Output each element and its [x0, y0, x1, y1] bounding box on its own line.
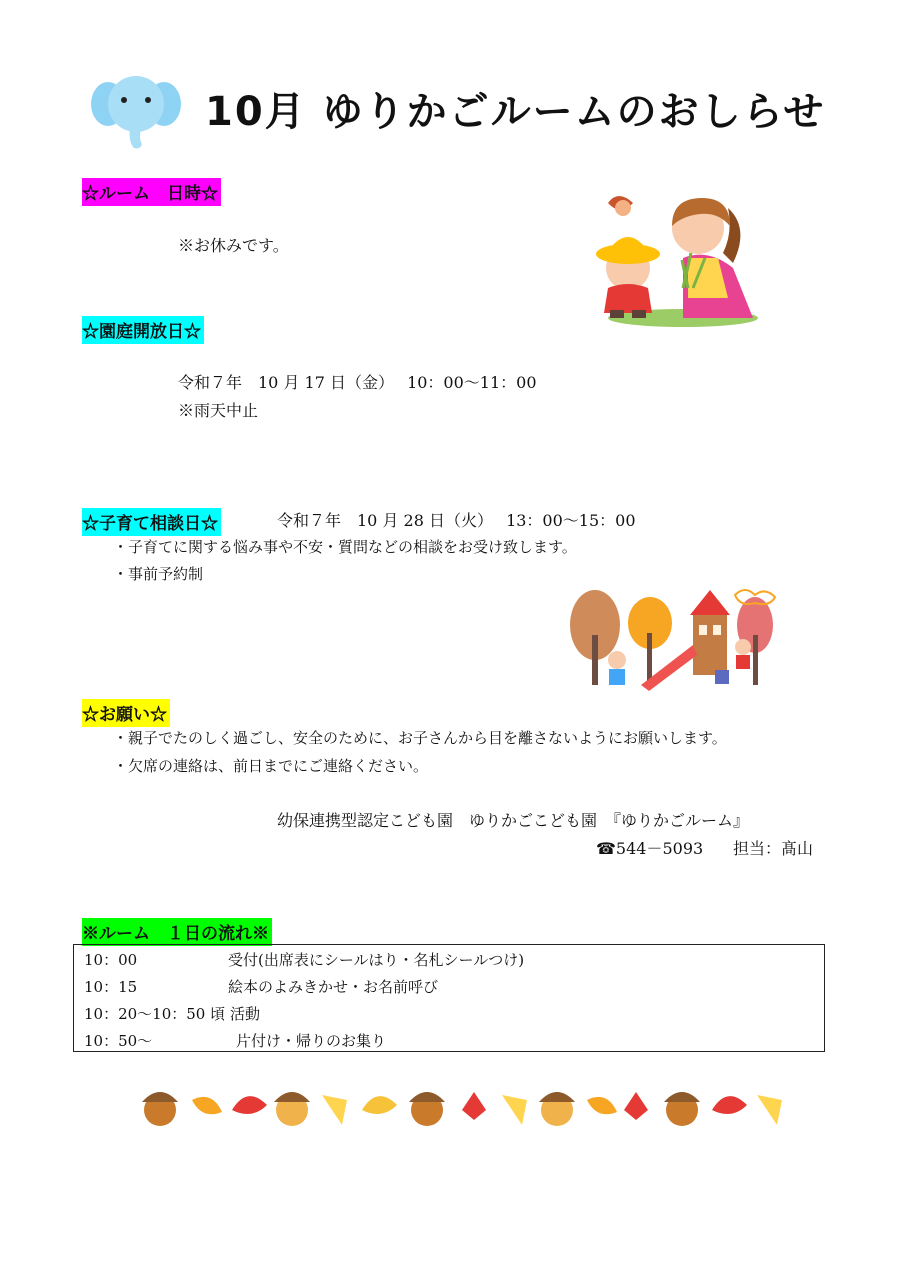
elephant-icon: [90, 72, 182, 152]
flow-time: 10：15: [84, 978, 138, 996]
acorn-icon: [409, 1092, 445, 1126]
leaf-icon: [462, 1092, 486, 1120]
autumn-playground-illustration: [565, 585, 780, 697]
acorn-icon: [274, 1092, 310, 1126]
flow-heading: ※ルーム １日の流れ※: [82, 918, 272, 946]
flow-time: 10：20〜10：50 頃: [84, 1005, 226, 1023]
request-heading: ☆お願い☆: [82, 699, 170, 727]
flow-activity: 活動: [230, 1005, 261, 1023]
consultation-bullet-1: ・子育てに関する悩み事や不安・質問などの相談をお受け致します。: [113, 538, 577, 556]
flow-activity: 絵本のよみきかせ・お名前呼び: [228, 978, 439, 996]
flow-table: [73, 944, 825, 1052]
garden-open-heading: ☆園庭開放日☆: [82, 316, 204, 344]
consultation-bullet-2: ・事前予約制: [113, 565, 204, 583]
acorn-leaf-border: [132, 1080, 802, 1130]
flow-activity: 受付(出席表にシールはり・名札シールつけ): [228, 951, 525, 969]
leaf-icon: [362, 1096, 397, 1114]
acorn-icon: [142, 1092, 178, 1126]
garden-open-datetime: 令和７年 10 月 17 日（金） 10：00〜11：00: [178, 373, 537, 392]
mother-child-illustration: [588, 188, 763, 328]
flow-time: 10：00: [84, 951, 138, 969]
flow-activity: 片付け・帰りのお集り: [236, 1032, 387, 1050]
contact-org: 幼保連携型認定こども園 ゆりかごこども園 『ゆりかごルーム』: [277, 811, 750, 830]
leaf-icon: [192, 1097, 222, 1114]
request-bullet-1: ・親子でたのしく過ごし、安全のために、お子さんから目を離さないようにお願いします。: [113, 729, 727, 747]
leaf-icon: [502, 1095, 527, 1125]
contact-phone: ☎544－5093: [596, 839, 704, 858]
page-title: 10月 ゆりかごルームのおしらせ: [205, 89, 826, 135]
leaf-icon: [624, 1092, 648, 1120]
contact-staff: 担当：髙山: [733, 839, 814, 858]
acorn-icon: [539, 1092, 575, 1126]
leaf-icon: [232, 1096, 267, 1114]
consultation-heading: ☆子育て相談日☆: [82, 508, 221, 536]
leaf-icon: [757, 1095, 782, 1125]
garden-open-note: ※雨天中止: [178, 401, 259, 420]
acorn-icon: [664, 1092, 700, 1126]
room-schedule-note: ※お休みです。: [178, 236, 289, 255]
consultation-datetime: 令和７年 10 月 28 日（火） 13：00〜15：00: [277, 511, 636, 530]
leaf-icon: [322, 1095, 347, 1125]
request-bullet-2: ・欠席の連絡は、前日までにご連絡ください。: [113, 757, 429, 775]
room-schedule-heading: ☆ルーム 日時☆: [82, 178, 221, 206]
flow-time: 10：50〜: [84, 1032, 153, 1050]
leaf-icon: [712, 1096, 747, 1114]
leaf-icon: [587, 1097, 617, 1114]
